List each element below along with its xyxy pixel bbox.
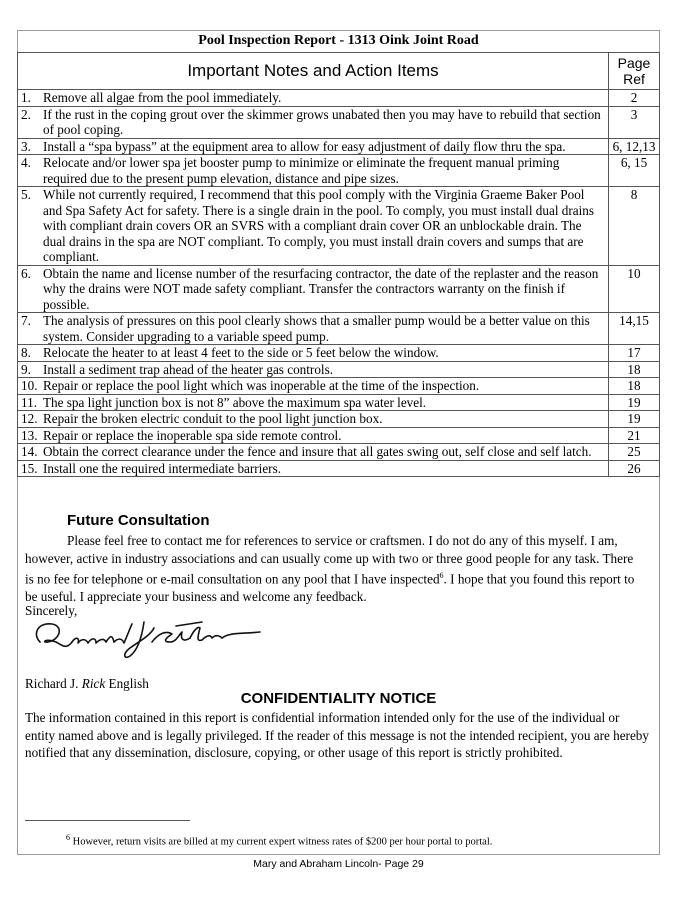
action-item-cell xyxy=(18,444,609,461)
action-item-text: While not currently required, I recommend that this pool comply with the Virginia Graeme Baker Pool and Spa Safety Act for safety. There is a single drain in the pool. To comply, you must install dual drains with compliant drain covers OR an SVRS with a compliant drain cover OR an unblockable drain. The dual drains in the spa are NOT compliant. To comply, you must install drain covers and sumps that are compliant. xyxy=(43,187,595,264)
table-row xyxy=(18,155,660,187)
action-item-text: Obtain the correct clearance under the fence and insure that all gates swing out, self close and self latch. xyxy=(43,444,592,459)
action-item-number: 8. xyxy=(21,345,31,360)
action-item-number: 11. xyxy=(21,394,37,410)
action-item-text: The analysis of pressures on this pool clearly shows that a smaller pump would be a better value on this system. Consider upgrading to a variable speed pump. xyxy=(43,313,590,344)
table-row xyxy=(18,444,660,461)
action-item-text: If the rust in the coping grout over the skimmer grows unabated then you may have to rebuild that section of pool coping. xyxy=(43,106,601,137)
page-ref-cell: 3 xyxy=(609,106,660,138)
future-text-part2: . I hope that you found this report to be useful. I appreciate your business and welcome any feedback. xyxy=(25,571,635,604)
table-row xyxy=(18,106,660,138)
action-item-number: 4. xyxy=(21,155,31,170)
signer-first: Richard J. xyxy=(25,676,82,691)
table-row xyxy=(18,394,660,411)
table-row xyxy=(18,345,660,362)
action-item-text: Relocate and/or lower spa jet booster pump to minimize or eliminate the frequent manual priming required due to the present pump elevation, distance and pipe sizes. xyxy=(43,155,560,186)
table-row xyxy=(18,90,660,107)
action-item-cell xyxy=(18,345,609,362)
footnote-text: However, return visits are billed at my current expert witness rates of $200 per hour portal to portal. xyxy=(70,836,493,848)
action-item-text: Repair the broken electric conduit to the pool light junction box. xyxy=(43,411,383,426)
action-item-cell xyxy=(18,394,609,411)
action-item-number: 12. xyxy=(21,411,38,426)
action-item-cell xyxy=(18,361,609,378)
action-item-text: Repair or replace the pool light which was inoperable at the time of the inspection. xyxy=(43,378,480,393)
confidentiality-heading: CONFIDENTIALITY NOTICE xyxy=(240,690,437,707)
action-item-cell xyxy=(18,427,609,444)
action-item-number: 14. xyxy=(21,444,38,459)
action-item-text: Relocate the heater to at least 4 feet to the side or 5 feet below the window. xyxy=(43,345,439,360)
action-item-cell xyxy=(18,313,609,345)
action-item-text: The spa light junction box is not 8” above the maximum spa water level. xyxy=(43,394,427,410)
action-item-cell xyxy=(18,106,609,138)
future-text-part1: Please feel free to contact me for references to service or craftsmen. I do not do any of this myself. I am, however, active in industry associations and can usually come up with two or three good people for any task. There is no fee for telephone or e-mail consultation on any pool that I have inspected xyxy=(25,533,634,587)
action-item-text: Obtain the name and license number of the resurfacing contractor, the date of the replaster and the reason why the drains were NOT made safety compliant. Transfer the contractors warranty on the finish if possible. xyxy=(43,265,599,312)
table-row xyxy=(18,138,660,155)
page-ref-cell: 17 xyxy=(609,345,660,362)
action-item-cell xyxy=(18,90,609,107)
page-ref-cell: 19 xyxy=(609,394,660,411)
action-item-cell xyxy=(18,411,609,428)
page-ref-cell: 18 xyxy=(609,378,660,395)
action-item-text: Install one the required intermediate barriers. xyxy=(43,460,282,476)
action-item-cell xyxy=(18,460,609,477)
action-item-number: 3. xyxy=(21,138,31,154)
page-ref-cell: 6, 15 xyxy=(609,155,660,187)
signer-nickname: Rick xyxy=(81,676,106,691)
future-consultation-heading: Future Consultation xyxy=(67,512,210,529)
action-item-text: Remove all algae from the pool immediately. xyxy=(43,90,282,105)
page-ref-cell: 25 xyxy=(609,444,660,461)
page-footer: Mary and Abraham Lincoln- Page 29 xyxy=(253,858,424,870)
action-item-number: 15. xyxy=(21,460,38,476)
page-ref-cell: 8 xyxy=(609,187,660,266)
page-ref-cell: 19 xyxy=(609,411,660,428)
table-row xyxy=(18,411,660,428)
future-consultation-paragraph xyxy=(25,532,645,605)
table-row xyxy=(18,187,660,266)
action-item-number: 5. xyxy=(21,187,31,202)
action-item-number: 7. xyxy=(21,313,31,328)
action-item-number: 6. xyxy=(21,265,31,281)
page-ref-cell: 6, 12,13 xyxy=(609,138,660,155)
confidentiality-text: The information contained in this report is confidential information intended only for the use of the individual or entity named above and is legally privileged. If the reader of this message is not the intended recipient, you are hereby notified that any dissemination, disclosure, copying, or other usage of this report is strictly prohibited. xyxy=(25,710,649,760)
table-row xyxy=(18,265,660,313)
action-item-text: Install a sediment trap ahead of the heater gas controls. xyxy=(43,361,334,377)
action-item-cell xyxy=(18,155,609,187)
action-item-cell xyxy=(18,378,609,395)
action-item-cell xyxy=(18,138,609,155)
action-item-number: 9. xyxy=(21,361,31,377)
action-item-text: Install a “spa bypass” at the equipment area to allow for easy adjustment of daily flow thru the spa. xyxy=(43,138,566,154)
report-title: Pool Inspection Report - 1313 Oink Joint Road xyxy=(198,33,479,48)
action-item-number: 13. xyxy=(21,427,38,443)
action-item-number: 2. xyxy=(21,106,31,122)
action-item-cell xyxy=(18,187,609,266)
signature-image xyxy=(26,612,266,662)
table-row xyxy=(18,378,660,395)
footer-rule xyxy=(17,854,660,855)
closing: Sincerely, xyxy=(25,603,78,618)
action-item-number: 10. xyxy=(21,378,38,393)
table-row xyxy=(18,313,660,345)
page-ref-cell: 2 xyxy=(609,90,660,107)
action-items-table xyxy=(17,52,660,477)
action-items-body xyxy=(18,90,660,477)
table-header-row xyxy=(18,53,660,90)
table-row xyxy=(18,460,660,477)
page-ref-cell: 26 xyxy=(609,460,660,477)
notes-heading: Important Notes and Action Items xyxy=(18,53,609,90)
signer-last: English xyxy=(105,676,149,691)
footnote xyxy=(66,833,492,848)
footnote-mark: 6 xyxy=(66,833,70,842)
action-item-cell xyxy=(18,265,609,313)
footnote-separator xyxy=(25,820,190,821)
page-ref-cell: 21 xyxy=(609,427,660,444)
table-row xyxy=(18,427,660,444)
action-item-number: 1. xyxy=(21,90,31,105)
action-item-text: Repair or replace the inoperable spa side remote control. xyxy=(43,427,342,443)
table-row xyxy=(18,361,660,378)
page-ref-heading: Page Ref xyxy=(609,53,660,90)
footnote-reference: 6 xyxy=(439,571,444,580)
page-ref-cell: 10 xyxy=(609,265,660,313)
page-ref-cell: 14,15 xyxy=(609,313,660,345)
page-ref-cell: 18 xyxy=(609,361,660,378)
